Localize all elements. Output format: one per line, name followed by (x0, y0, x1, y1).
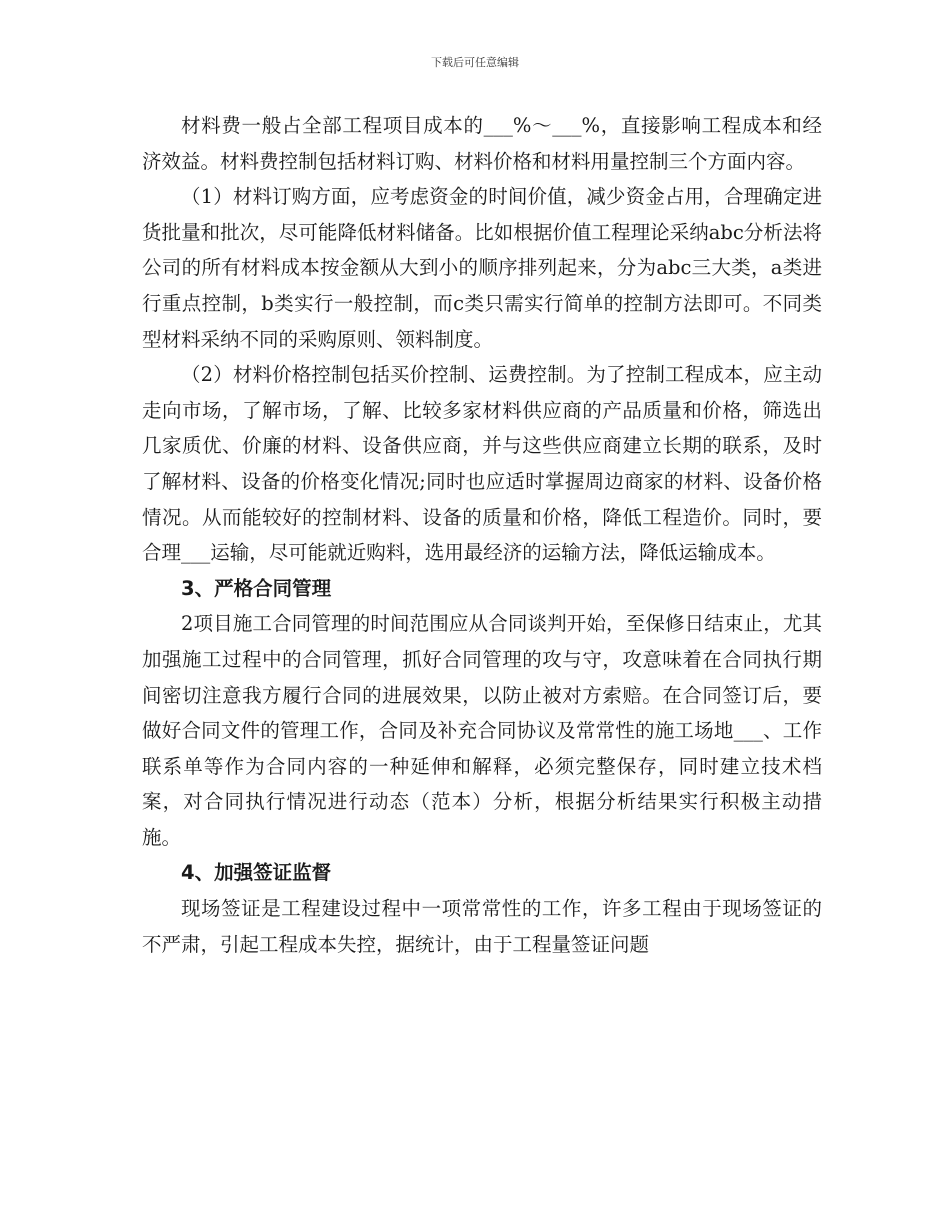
document-body (142, 108, 822, 962)
heading-visa-supervision: 4、加强签证监督 (181, 861, 332, 885)
paragraph-material-ordering: （1）材料订购方面，应考虑资金的时间价值，减少资金占用，合理确定进货批量和批次，尽可能降低材料储备。比如根据价值工程理论采纳abc分析法将公司的所有材料成本按金额从大到小的顺序排列起来，分为abc三大类，a类进行重点控制，b类实行一般控制，而c类只需实行简单的控制方法即可。不同类型材料采纳不同的采购原则、领料制度。 (142, 185, 822, 351)
paragraph-material-cost: 材料费一般占全部工程项目成本的___%～___%，直接影响工程成本和经济效益。材料费控制包括材料订购、材料价格和材料用量控制三个方面内容。 (142, 114, 822, 173)
paragraph-visa-supervision: 现场签证是工程建设过程中一项常常性的工作，许多工程由于现场签证的不严肃，引起工程成本失控，据统计，由于工程量签证问题 (142, 897, 822, 956)
heading-contract-management: 3、严格合同管理 (181, 576, 332, 600)
page-header: 下载后可任意编辑 (431, 56, 519, 69)
paragraph-contract-management: 2项目施工合同管理的时间范围应从合同谈判开始，至保修日结束止，尤其加强施工过程中的合同管理，抓好合同管理的攻与守，攻意味着在合同执行期间密切注意我方履行合同的进展效果，以防止被对方索赔。在合同签订后，要做好合同文件的管理工作，合同及补充合同协议及常常性的施工场地___、工作联系单等作为合同内容的一种延伸和解释，必须完整保存，同时建立技术档案，对合同执行情况进行动态（范本）分析，根据分析结果实行积极主动措施。 (142, 612, 822, 849)
paragraph-material-price: （2）材料价格控制包括买价控制、运费控制。为了控制工程成本，应主动走向市场，了解市场，了解、比较多家材料供应商的产品质量和价格，筛选出几家质优、价廉的材料、设备供应商，并与这些供应商建立长期的联系，及时了解材料、设备的价格变化情况;同时也应适时掌握周边商家的材料、设备价格情况。从而能较好的控制材料、设备的质量和价格，降低工程造价。同时，要合理___运输，尽可能就近购料，选用最经济的运输方法，降低运输成本。 (142, 363, 822, 565)
